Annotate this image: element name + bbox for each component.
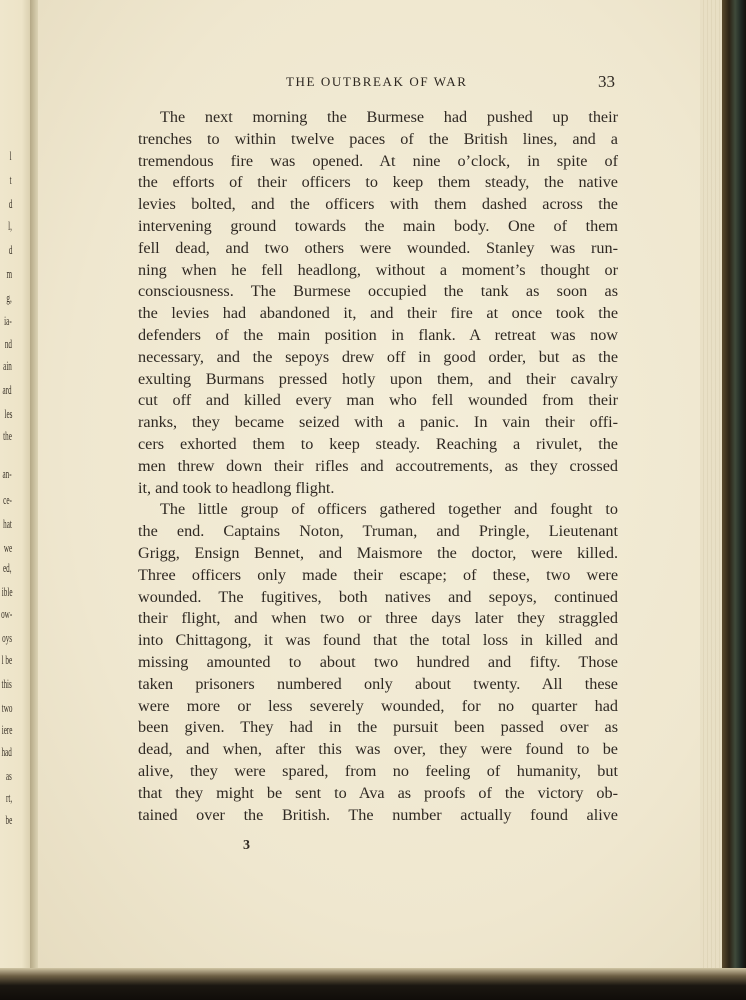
left-page-fragment: ain [3, 358, 12, 373]
left-page-fragment: hat [3, 516, 12, 531]
left-page-fragment: l, [8, 218, 12, 233]
left-page-fragment: ce- [3, 492, 12, 507]
left-page-fragment: nd [4, 336, 12, 351]
text-line: defenders of the main position in flank. A retreat was now [138, 325, 618, 344]
text-line: cers exhorted them to keep steady. Reaching a rivulet, the [138, 434, 618, 453]
book-bottom-edge [0, 968, 746, 1000]
text-line: the levies had abandoned it, and their fire at once took the [138, 304, 618, 323]
signature-mark: 3 [243, 838, 250, 853]
text-line: exulting Burmans pressed hotly upon them, and their cavalry [138, 369, 618, 388]
text-line: their flight, and when two or three days later they straggled [138, 609, 618, 628]
left-page-fragment: this [1, 676, 12, 691]
text-line: it, and took to headlong flight. [138, 478, 335, 497]
text-line: Three officers only made their escape; of these, two were [138, 565, 618, 584]
left-page-fragment: t [10, 172, 12, 187]
text-line: been given. They had in the pursuit been passed over as [138, 718, 618, 737]
book-binding [722, 0, 746, 1000]
text-line: into Chittagong, it was found that the total loss in killed and [138, 631, 618, 650]
left-page-fragment: iere [1, 722, 12, 737]
text-line: fell dead, and two others were wounded. Stanley was run- [138, 238, 618, 257]
left-page-fragment: ible [1, 584, 12, 599]
text-line: intervening ground towards the main body. One of them [138, 216, 618, 235]
left-page-fragment: ow- [0, 606, 12, 621]
text-line: men threw down their rifles and accoutrements, as they crossed [138, 456, 618, 475]
text-line: dead, and when, after this was over, they were found to be [138, 740, 618, 759]
left-page-fragment: be [5, 812, 12, 827]
text-line: missing amounted to about two hundred and fifty. Those [138, 652, 618, 671]
left-page-fragment: les [4, 406, 12, 421]
left-page-fragment: ed, [3, 560, 12, 575]
text-line: alive, they were spared, from no feeling of humanity, but [138, 761, 618, 780]
text-line: trenches to within twelve paces of the British lines, and a [138, 129, 618, 148]
text-line: that they might be sent to Ava as proofs of the victory ob- [138, 783, 618, 802]
text-line: the efforts of their officers to keep them steady, the native [138, 173, 618, 192]
text-line: tained over the British. The number actually found alive [138, 805, 618, 824]
left-page-fragment: d [8, 242, 12, 257]
text-line: The little group of officers gathered together and fought to [160, 500, 618, 519]
left-page-fragment: rt, [5, 790, 12, 805]
body-text [138, 107, 618, 826]
left-page-fragment: d [8, 196, 12, 211]
left-page-fragment: we [3, 540, 12, 555]
left-page-fragment: as [6, 768, 12, 783]
page-edges [700, 0, 722, 968]
text-line: ning when he fell headlong, without a moment’s thought or [138, 260, 618, 279]
running-head: THE OUTBREAK OF WAR [286, 74, 468, 89]
left-page-fragment: an- [2, 466, 12, 481]
text-line: levies bolted, and the officers with them dashed across the [138, 195, 618, 214]
left-page-fragment: m [6, 266, 12, 281]
text-line: were more or less severely wounded, for no quarter had [138, 696, 618, 715]
text-line: necessary, and the sepoys drew off in good order, but as the [138, 347, 618, 366]
left-page-fragment: l [10, 148, 12, 163]
left-page-fragment: ard [2, 382, 12, 397]
left-page-fragment: ia- [4, 313, 12, 328]
page-number: 33 [598, 72, 615, 91]
left-page-fragment: the [3, 428, 12, 443]
text-line: Grigg, Ensign Bennet, and Maismore the doctor, were killed. [138, 543, 618, 562]
text-line: The next morning the Burmese had pushed up their [160, 108, 618, 126]
text-line: the end. Captains Noton, Truman, and Pringle, Lieutenant [138, 522, 618, 541]
text-line: taken prisoners numbered only about twenty. All these [138, 674, 618, 693]
text-line: wounded. The fugitives, both natives and sepoys, continued [138, 587, 618, 606]
left-page-fragment: had [1, 744, 12, 759]
left-page-fragment: l be [1, 652, 12, 667]
left-page-fragment: two [1, 700, 12, 715]
text-line: ranks, they became seized with a panic. In vain their offi- [138, 413, 618, 432]
text-line: consciousness. The Burmese occupied the tank as soon as [138, 282, 618, 301]
left-page-fragment: oys [2, 630, 12, 645]
text-line: tremendous fire was opened. At nine o’clock, in spite of [138, 151, 618, 170]
text-line: cut off and killed every man who fell wounded from their [138, 391, 618, 410]
left-page-fragment: g, [6, 290, 12, 305]
